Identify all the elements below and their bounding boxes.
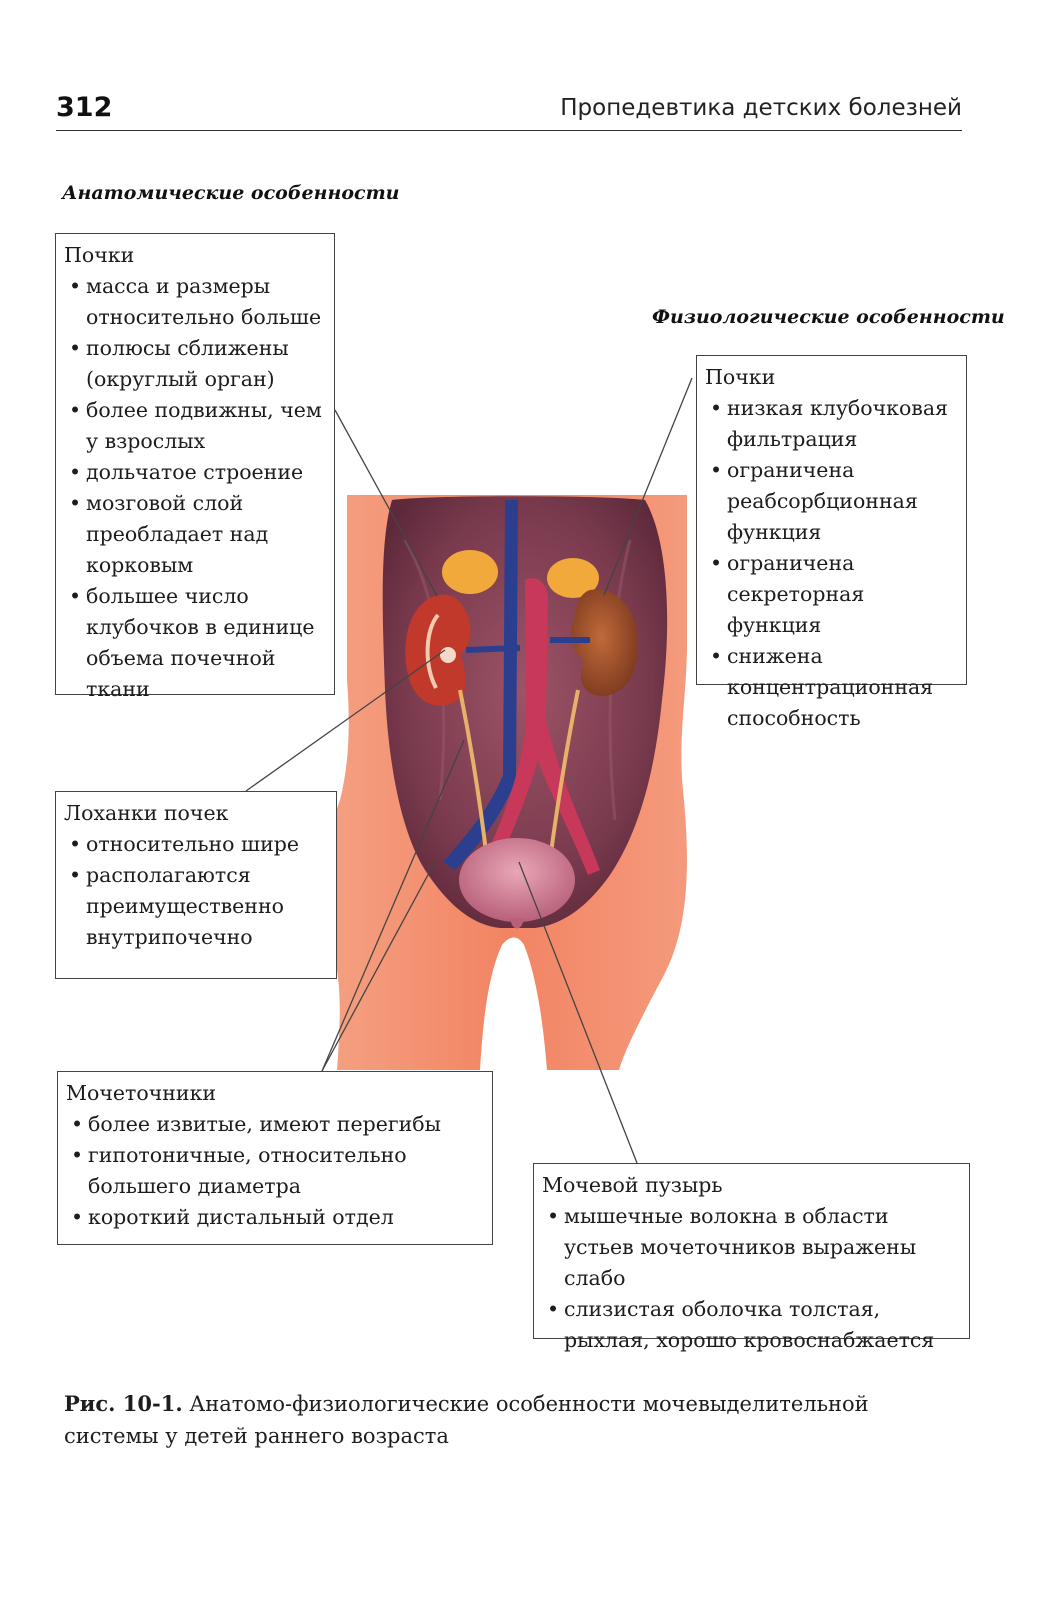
list-item: • снижена концентрационная способность — [705, 641, 958, 734]
callout-title: Почки — [705, 365, 776, 389]
list-item: • располагаются преимущественно внутрипочечно — [64, 860, 328, 953]
list-item: • масса и размеры относительно больше — [64, 271, 326, 333]
list-item: • полюсы сближены (округлый орган) — [64, 333, 326, 395]
callout-list — [542, 1201, 961, 1356]
abdominal-cavity — [383, 496, 667, 928]
section-title-anatomical: Анатомические особенности — [62, 182, 400, 204]
list-item: • относительно шире — [64, 829, 328, 860]
bladder — [459, 838, 575, 929]
kidney-left-section — [405, 595, 470, 706]
header-rule — [56, 130, 962, 131]
aorta — [480, 578, 600, 875]
adrenal-gland-left — [442, 550, 498, 594]
torso-silhouette — [326, 495, 687, 1070]
list-item: • короткий дистальный отдел — [66, 1202, 484, 1233]
list-item: • более извитые, имеют перегибы — [66, 1109, 484, 1140]
callout-list — [64, 829, 328, 953]
list-item: • более подвижны, чем у взрослых — [64, 395, 326, 457]
callout-kidneys-anatomical — [55, 233, 335, 701]
ureter-left — [460, 690, 487, 860]
callout-title: Лоханки почек — [64, 801, 229, 825]
caption-label: Рис. 10-1. — [64, 1391, 183, 1416]
page-number: 312 — [56, 92, 113, 123]
list-item: • большее число клубочков в единице объема почечной ткани — [64, 581, 326, 705]
callout-list — [705, 393, 958, 734]
callout-ureters — [57, 1071, 493, 1245]
list-item: • мышечные волокна в области устьев мочеточников выражены слабо — [542, 1201, 961, 1294]
callout-kidneys-physiological — [696, 355, 967, 730]
kidney-right — [571, 589, 638, 695]
callout-bladder — [533, 1163, 970, 1352]
list-item: • мозговой слой преобладает над корковым — [64, 488, 326, 581]
list-item: • ограничена секреторная функция — [705, 548, 958, 641]
running-title: Пропедевтика детских болезней — [560, 95, 962, 121]
adrenal-gland-right — [547, 558, 599, 598]
callout-renal-pelvis — [55, 791, 337, 979]
callout-list — [66, 1109, 484, 1233]
list-item: • гипотоничные, относительно большего диаметра — [66, 1140, 484, 1202]
callout-title: Мочеточники — [66, 1081, 217, 1105]
callout-title: Мочевой пузырь — [542, 1173, 723, 1197]
figure-caption — [64, 1388, 964, 1452]
list-item: • слизистая оболочка толстая, рыхлая, хорошо кровоснабжается — [542, 1294, 961, 1356]
vena-cava — [443, 500, 518, 870]
list-item: • низкая клубочковая фильтрация — [705, 393, 958, 455]
caption-text: Анатомо-физиологические особенности мочевыделительной системы у детей раннего возраста — [64, 1392, 869, 1448]
list-item: • ограничена реабсорбционная функция — [705, 455, 958, 548]
callout-title: Почки — [64, 243, 135, 267]
list-item: • дольчатое строение — [64, 457, 326, 488]
section-title-physiological: Физиологические особенности — [652, 306, 1005, 328]
callout-list — [64, 271, 326, 705]
renal-vessels — [466, 640, 590, 650]
ureter-right — [550, 690, 578, 860]
